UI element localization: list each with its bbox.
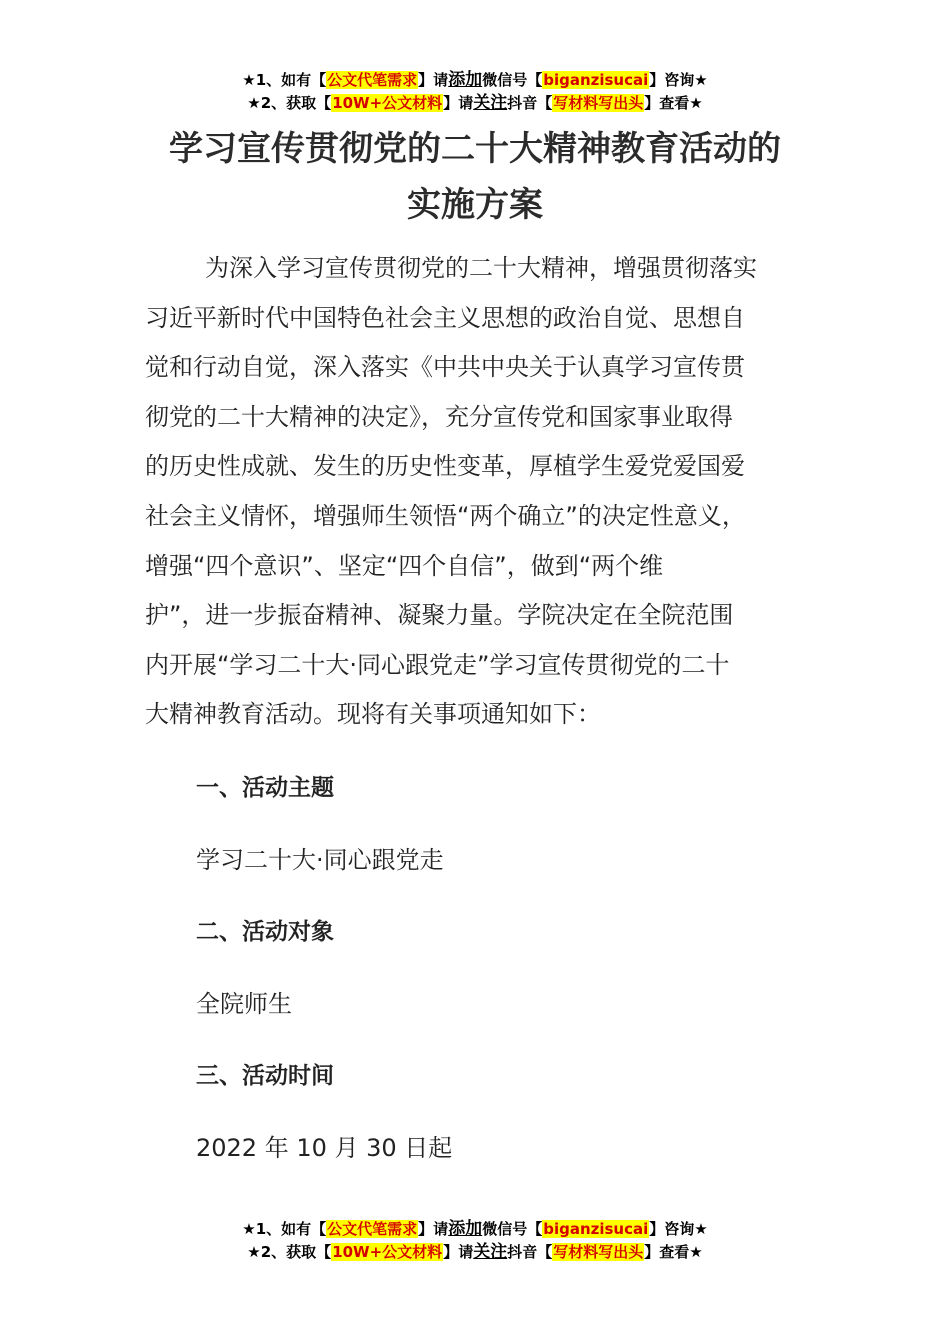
section-content-time: 2022 年 10 月 30 日起 [196, 1134, 453, 1162]
paragraph-line: 习近平新时代中国特色社会主义思想的政治自觉、思想自 [145, 303, 745, 332]
paragraph-line: 的历史性成就、发生的历史性变革，厚植学生爱党爱国爱 [145, 452, 745, 481]
banner-line-2: ★2、获取【10W+公文材料】请关注抖音【写材料写出头】查看★ [247, 93, 703, 113]
banner-underline-add: 添加 [448, 70, 483, 90]
top-banner [0, 69, 950, 115]
banner-wechat-id: biganzisucai [543, 71, 649, 89]
banner-douyin-account: 写材料写出头 [553, 94, 644, 112]
banner-underline-follow: 关注 [473, 93, 508, 113]
paragraph-line: 为深入学习宣传贯彻党的二十大精神，增强贯彻落实 [205, 254, 757, 282]
section-content-theme: 学习二十大·同心跟党走 [196, 846, 444, 874]
title-line: 实施方案 [407, 185, 543, 225]
banner-underline-follow: 关注 [473, 1242, 508, 1262]
document-title [0, 121, 950, 233]
section-heading-time: 三、活动时间 [196, 1063, 334, 1089]
banner-wechat-id: biganzisucai [543, 1220, 649, 1238]
banner-underline-add: 添加 [448, 1219, 483, 1239]
section-heading-theme: 一、活动主题 [196, 775, 334, 801]
paragraph-line: 觉和行动自觉，深入落实《中共中央关于认真学习宣传贯 [145, 353, 745, 382]
title-line: 学习宣传贯彻党的二十大精神教育活动的 [169, 129, 781, 169]
paragraph-line: 大精神教育活动。现将有关事项通知如下： [145, 700, 601, 729]
paragraph-line: 增强“四个意识”、坚定“四个自信”，做到“两个维 [145, 551, 664, 580]
banner-line-2: ★2、获取【10W+公文材料】请关注抖音【写材料写出头】查看★ [247, 1242, 703, 1262]
paragraph-line: 彻党的二十大精神的决定》，充分宣传党和国家事业取得 [145, 402, 733, 431]
banner-highlight-service: 公文代笔需求 [327, 1220, 418, 1238]
banner-line-1: ★1、如有【公文代笔需求】请添加微信号【biganzisucai】咨询★ [242, 70, 708, 90]
section-heading-audience: 二、活动对象 [196, 919, 334, 945]
bottom-banner [0, 1218, 950, 1264]
intro-paragraph [145, 244, 805, 740]
paragraph-line: 社会主义情怀，增强师生领悟“两个确立”的决定性意义， [145, 501, 746, 530]
banner-highlight-materials: 10W+公文材料 [332, 94, 443, 112]
banner-douyin-account: 写材料写出头 [553, 1243, 644, 1261]
banner-highlight-materials: 10W+公文材料 [332, 1243, 443, 1261]
banner-highlight-service: 公文代笔需求 [327, 71, 418, 89]
banner-line-1: ★1、如有【公文代笔需求】请添加微信号【biganzisucai】咨询★ [242, 1219, 708, 1239]
paragraph-line: 内开展“学习二十大·同心跟党走”学习宣传贯彻党的二十 [145, 650, 730, 679]
paragraph-line: 护”，进一步振奋精神、凝聚力量。学院决定在全院范围 [145, 601, 734, 630]
section-content-audience: 全院师生 [196, 990, 292, 1018]
